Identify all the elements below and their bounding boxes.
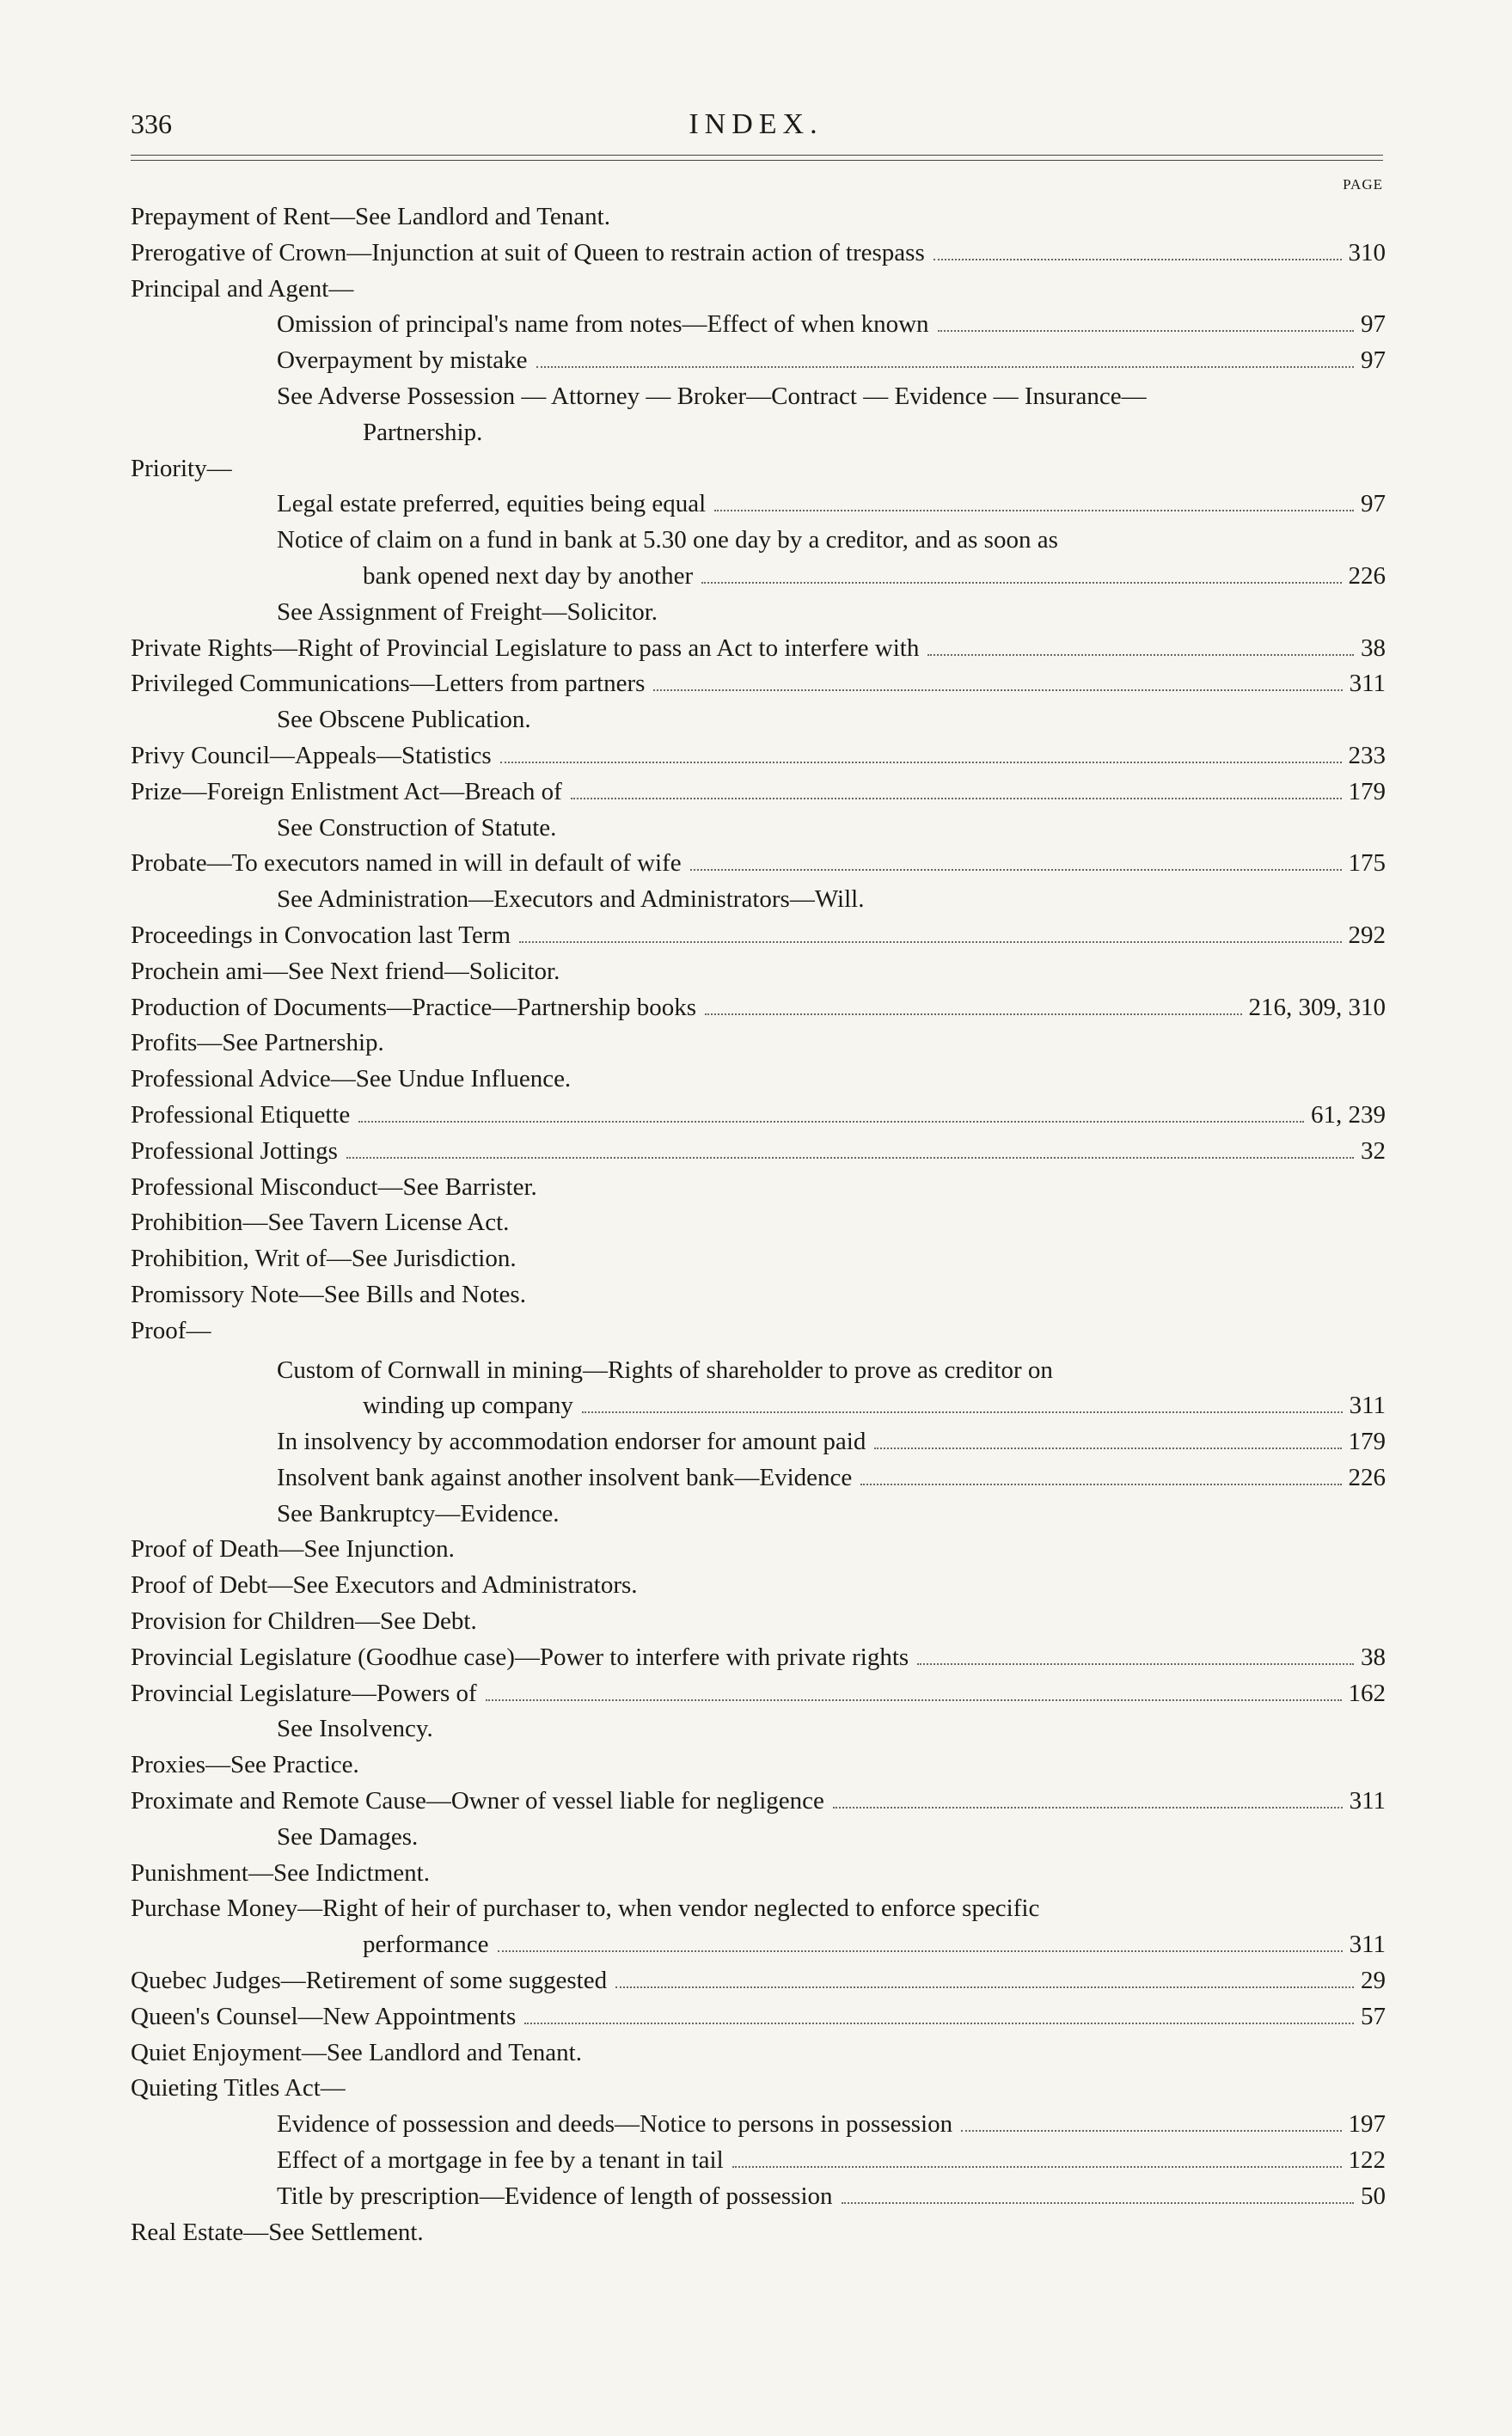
- index-entry: Prize—Foreign Enlistment Act—Breach of 179: [131, 774, 1386, 811]
- header-rule: [131, 155, 1383, 156]
- index-subentry: Custom of Cornwall in mining—Rights of shareholder to prove as creditor on: [277, 1356, 1053, 1384]
- index-entry: Professional Etiquette 61, 239: [131, 1098, 1386, 1134]
- index-subentry: Effect of a mortgage in fee by a tenant in tail 122: [277, 2143, 1386, 2179]
- index-entry: Proxies—See Practice.: [131, 1751, 359, 1779]
- page-ref: 216, 309, 310: [1248, 993, 1386, 1021]
- index-entry: Private Rights—Right of Provincial Legislature to pass an Act to interfere with 38: [131, 631, 1386, 667]
- index-subentry: See Adverse Possession — Attorney — Broker—Contract — Evidence — Insurance—: [277, 382, 1147, 410]
- page-ref: 38: [1361, 1643, 1386, 1671]
- page-ref: 38: [1361, 633, 1386, 662]
- index-subentry: In insolvency by accommodation endorser for amount paid 179: [277, 1424, 1386, 1460]
- page-ref: 97: [1361, 490, 1386, 518]
- index-entry: Provision for Children—See Debt.: [131, 1607, 477, 1636]
- index-entry: Priority—: [131, 454, 232, 482]
- page-ref: 50: [1361, 2182, 1386, 2210]
- page-ref: 226: [1348, 561, 1386, 590]
- page-ref: 57: [1361, 2002, 1386, 2030]
- index-entry: Punishment—See Indictment.: [131, 1858, 430, 1887]
- index-subentry: Title by prescription—Evidence of length of possession 50: [277, 2179, 1386, 2215]
- index-continuation: performance 311: [363, 1927, 1386, 1963]
- page-ref: 179: [1348, 1428, 1386, 1456]
- index-entry: Privileged Communications—Letters from partners 311: [131, 666, 1386, 702]
- index-subentry: See Insolvency.: [277, 1715, 433, 1743]
- index-entries: [131, 199, 1386, 2250]
- page-ref: 162: [1348, 1679, 1386, 1707]
- index-entry: Promissory Note—See Bills and Notes.: [131, 1280, 526, 1308]
- index-entry: Provincial Legislature—Powers of 162: [131, 1676, 1386, 1712]
- page-ref: 122: [1348, 2146, 1386, 2175]
- page-ref: 311: [1349, 1392, 1386, 1420]
- index-entry: Prohibition, Writ of—See Jurisdiction.: [131, 1245, 517, 1273]
- index-entry: Queen's Counsel—New Appointments 57: [131, 1999, 1386, 2035]
- index-subentry: Notice of claim on a fund in bank at 5.30 one day by a creditor, and as soon as: [277, 526, 1058, 554]
- page-ref: 97: [1361, 310, 1386, 339]
- page-ref: 310: [1348, 238, 1386, 266]
- page-ref: 311: [1349, 1931, 1386, 1959]
- index-entry: Prochein ami—See Next friend—Solicitor.: [131, 957, 560, 985]
- index-entry: Proceedings in Convocation last Term 292: [131, 918, 1386, 954]
- page-ref: 179: [1348, 777, 1386, 805]
- index-subentry: See Obscene Publication.: [277, 706, 531, 734]
- index-subentry: See Administration—Executors and Administrators—Will.: [277, 885, 865, 914]
- index-subentry: Overpayment by mistake 97: [277, 343, 1386, 379]
- page-ref: 292: [1348, 921, 1386, 949]
- index-subentry: Evidence of possession and deeds—Notice to persons in possession 197: [277, 2107, 1386, 2143]
- page-number: 336: [131, 108, 172, 139]
- index-entry: Prohibition—See Tavern License Act.: [131, 1209, 510, 1237]
- index-entry: Prepayment of Rent—See Landlord and Tenant.: [131, 203, 610, 230]
- page-ref: 175: [1348, 849, 1386, 878]
- index-entry: Purchase Money—Right of heir of purchaser to, when vendor neglected to enforce specific: [131, 1894, 1040, 1923]
- page-ref: 233: [1348, 741, 1386, 769]
- index-entry: Proof of Death—See Injunction.: [131, 1535, 455, 1564]
- page-ref: 311: [1349, 1787, 1386, 1815]
- index-entry: Production of Documents—Practice—Partnership books 216, 309, 310: [131, 990, 1386, 1026]
- index-entry: Provincial Legislature (Goodhue case)—Power to interfere with private rights 38: [131, 1640, 1386, 1676]
- page-ref: 29: [1361, 1967, 1386, 1995]
- index-entry: Real Estate—See Settlement.: [131, 2218, 424, 2246]
- index-entry: Privy Council—Appeals—Statistics 233: [131, 738, 1386, 774]
- index-entry: Prerogative of Crown—Injunction at suit of Queen to restrain action of trespass 310: [131, 236, 1386, 272]
- page-ref: 226: [1348, 1463, 1386, 1491]
- index-subentry: Legal estate preferred, equities being equal 97: [277, 487, 1386, 523]
- index-continuation: Partnership.: [363, 418, 483, 446]
- index-subentry: Insolvent bank against another insolvent bank—Evidence 226: [277, 1460, 1386, 1496]
- page-title: INDEX.: [689, 108, 823, 140]
- index-entry: Professional Misconduct—See Barrister.: [131, 1172, 537, 1201]
- index-entry: Probate—To executors named in will in default of wife 175: [131, 846, 1386, 882]
- index-entry: Profits—See Partnership.: [131, 1029, 384, 1057]
- index-subentry: See Assignment of Freight—Solicitor.: [277, 597, 658, 626]
- index-subentry: See Bankruptcy—Evidence.: [277, 1499, 560, 1527]
- index-subentry: See Damages.: [277, 1822, 419, 1851]
- page-ref: 311: [1349, 670, 1386, 698]
- index-entry: Quebec Judges—Retirement of some suggested 29: [131, 1963, 1386, 1999]
- index-entry: Proof—: [131, 1316, 211, 1344]
- index-entry: Professional Jottings 32: [131, 1134, 1386, 1170]
- index-subentry: See Construction of Statute.: [277, 813, 557, 842]
- index-subentry: Omission of principal's name from notes—Effect of when known 97: [277, 307, 1386, 343]
- page-ref: 61, 239: [1311, 1100, 1386, 1129]
- index-entry: Proof of Debt—See Executors and Administrators.: [131, 1571, 638, 1600]
- page-column-label: PAGE: [1343, 176, 1383, 193]
- page-ref: 197: [1348, 2110, 1386, 2139]
- index-entry: Professional Advice—See Undue Influence.: [131, 1065, 572, 1093]
- page-ref: 32: [1361, 1136, 1386, 1165]
- index-entry: Quiet Enjoyment—See Landlord and Tenant.: [131, 2038, 582, 2066]
- index-continuation: bank opened next day by another 226: [363, 559, 1386, 595]
- index-entry: Principal and Agent—: [131, 274, 354, 303]
- header-rule-thin: [131, 160, 1383, 161]
- index-continuation: winding up company 311: [363, 1388, 1386, 1424]
- index-entry: Quieting Titles Act—: [131, 2074, 346, 2102]
- index-entry: Proximate and Remote Cause—Owner of vessel liable for negligence 311: [131, 1784, 1386, 1820]
- page-header: [131, 108, 1381, 151]
- page-ref: 97: [1361, 346, 1386, 375]
